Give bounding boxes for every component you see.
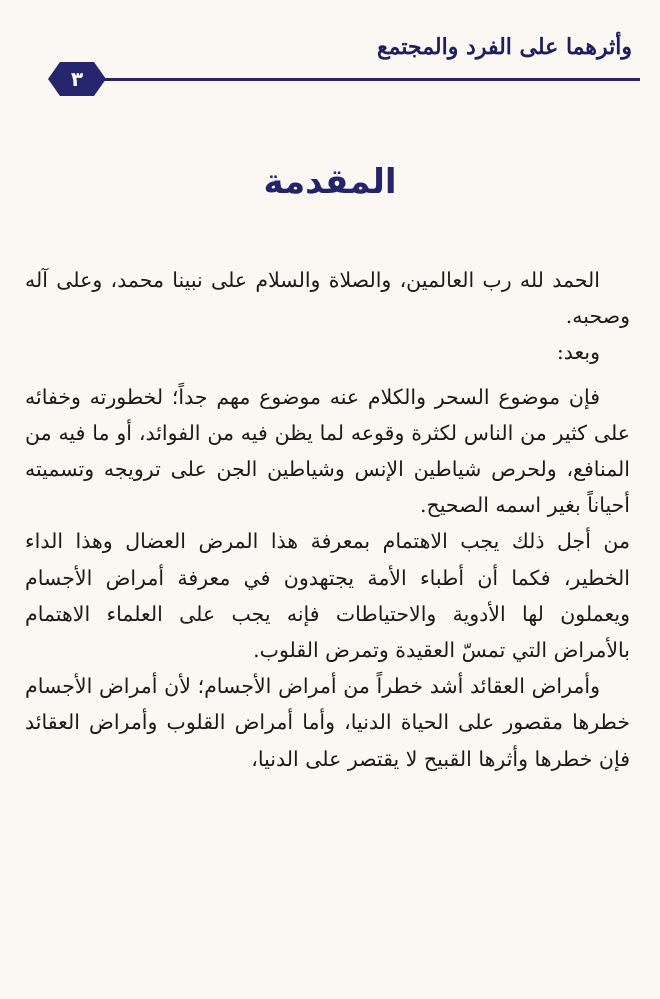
- paragraph-intro: فإن موضوع السحر والكلام عنه موضوع مهم جداً؛ لخطورته وخفائه على كثير من الناس لكثرة وقوعه لما يظن فيه من الفوائد، أو ما فيه من المنافع، ولحرص شياطين الإنس وشياطين الجن على ترويجه وتسميته أحياناً بغير اسمه الصحيح.: [25, 384, 630, 518]
- paragraph-praise: الحمد لله رب العالمين، والصلاة والسلام على نبينا محمد، وعلى آله وصحبه.: [25, 268, 630, 329]
- header-rule: [100, 78, 640, 81]
- paragraph-transition: وبعد:: [556, 340, 600, 365]
- running-header-title: وأثرهما على الفرد والمجتمع: [376, 34, 632, 60]
- section-title: المقدمة: [263, 162, 397, 202]
- page-number-badge: [48, 62, 106, 96]
- paragraph-importance: من أجل ذلك يجب الاهتمام بمعرفة هذا المرض العضال وهذا الداء الخطير، فكما أن أطباء الأمة يجتهدون في معرفة أمراض الأجسام ويعملون لها الأدوية والاحتياطات فإنه يجب على العلماء الاهتمام بالأمراض التي تمسّ العقيدة وتمرض القلوب.: [25, 529, 630, 663]
- page-number: ٣: [70, 67, 84, 91]
- body-text: [25, 262, 630, 777]
- paragraph-comparison: وأمراض العقائد أشد خطراً من أمراض الأجسام؛ لأن أمراض الأجسام خطرها مقصور على الحياة الدنيا، وأما أمراض القلوب وأمراض العقائد فإن خطرها وأثرها القبيح لا يقتصر على الدنيا،: [25, 674, 630, 771]
